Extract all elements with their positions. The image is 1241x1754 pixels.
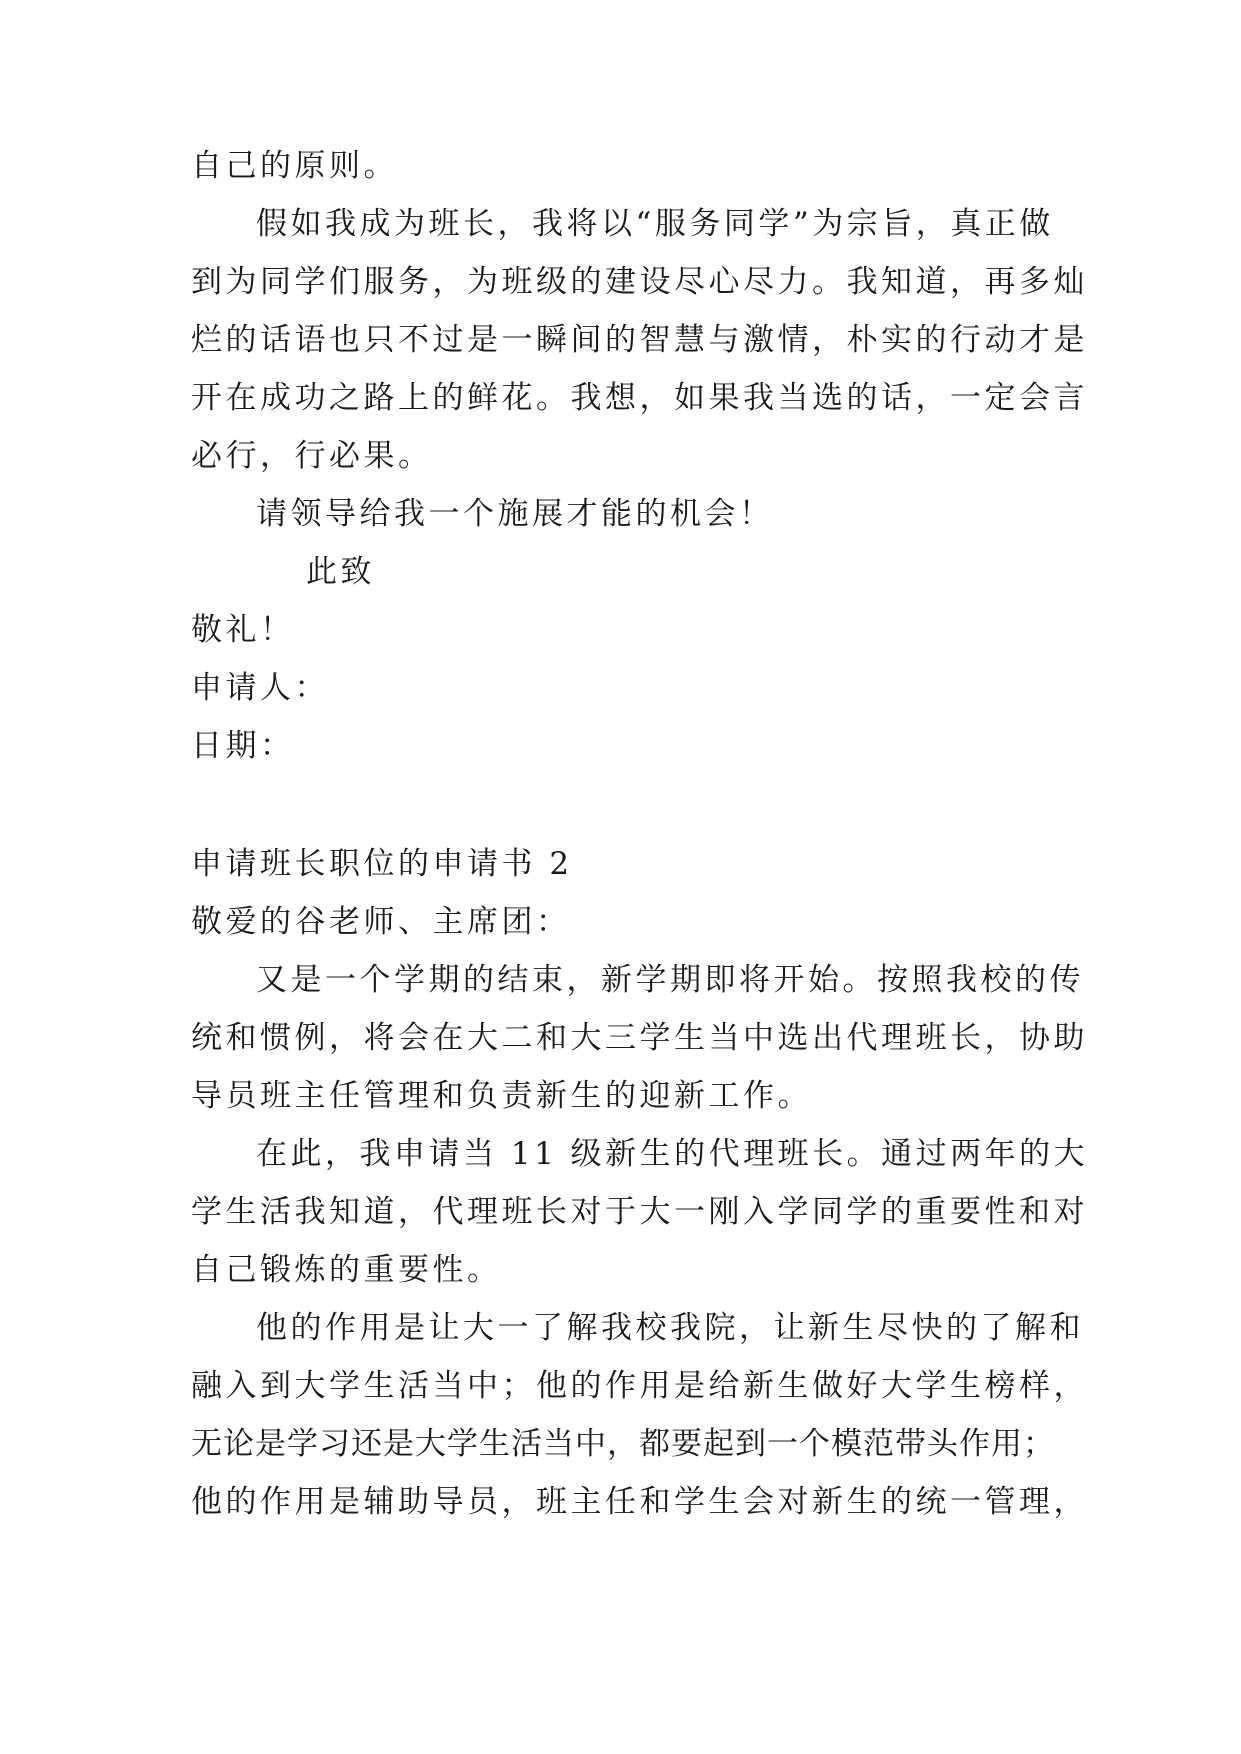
text-line: 他的作用是让大一了解我校我院，让新生尽快的了解和 <box>256 1310 1084 1346</box>
date-label: 日期： <box>191 728 295 764</box>
text-line: 到为同学们服务，为班级的建设尽心尽力。我知道，再多灿 <box>191 264 1088 300</box>
greeting: 敬爱的谷老师、主席团： <box>191 904 571 940</box>
closing-regards: 敬礼！ <box>191 612 295 648</box>
text-line: 又是一个学期的结束，新学期即将开始。按照我校的传 <box>256 962 1084 998</box>
text-line: 无论是学习还是大学生活当中，都要起到一个模范带头作用； <box>191 1426 1055 1462</box>
text-line: 学生活我知道，代理班长对于大一刚入学同学的重要性和对 <box>191 1194 1088 1230</box>
applicant-label: 申请人： <box>191 670 329 706</box>
text-line: 导员班主任管理和负责新生的迎新工作。 <box>191 1078 812 1114</box>
text-line: 自己锻炼的重要性。 <box>191 1252 502 1288</box>
closing-salutation: 此致 <box>306 554 375 590</box>
text-line: 融入到大学生活当中；他的作用是给新生做好大学生榜样， <box>191 1368 1088 1404</box>
text-line: 请领导给我一个施展才能的机会！ <box>256 496 774 532</box>
section-title: 申请班长职位的申请书 2 <box>191 846 573 882</box>
text-line: 自己的原则。 <box>191 148 398 184</box>
text-line: 统和惯例，将会在大二和大三学生当中选出代理班长，协助 <box>191 1020 1088 1056</box>
text-line: 必行，行必果。 <box>191 438 433 474</box>
text-line: 假如我成为班长，我将以“服务同学”为宗旨，真正做 <box>256 206 1054 242</box>
text-line: 在此，我申请当 11 级新生的代理班长。通过两年的大 <box>256 1136 1089 1172</box>
text-line: 开在成功之路上的鲜花。我想，如果我当选的话，一定会言 <box>191 380 1088 416</box>
text-line: 他的作用是辅助导员，班主任和学生会对新生的统一管理， <box>191 1484 1088 1520</box>
text-line: 烂的话语也只不过是一瞬间的智慧与激情，朴实的行动才是 <box>191 322 1088 358</box>
